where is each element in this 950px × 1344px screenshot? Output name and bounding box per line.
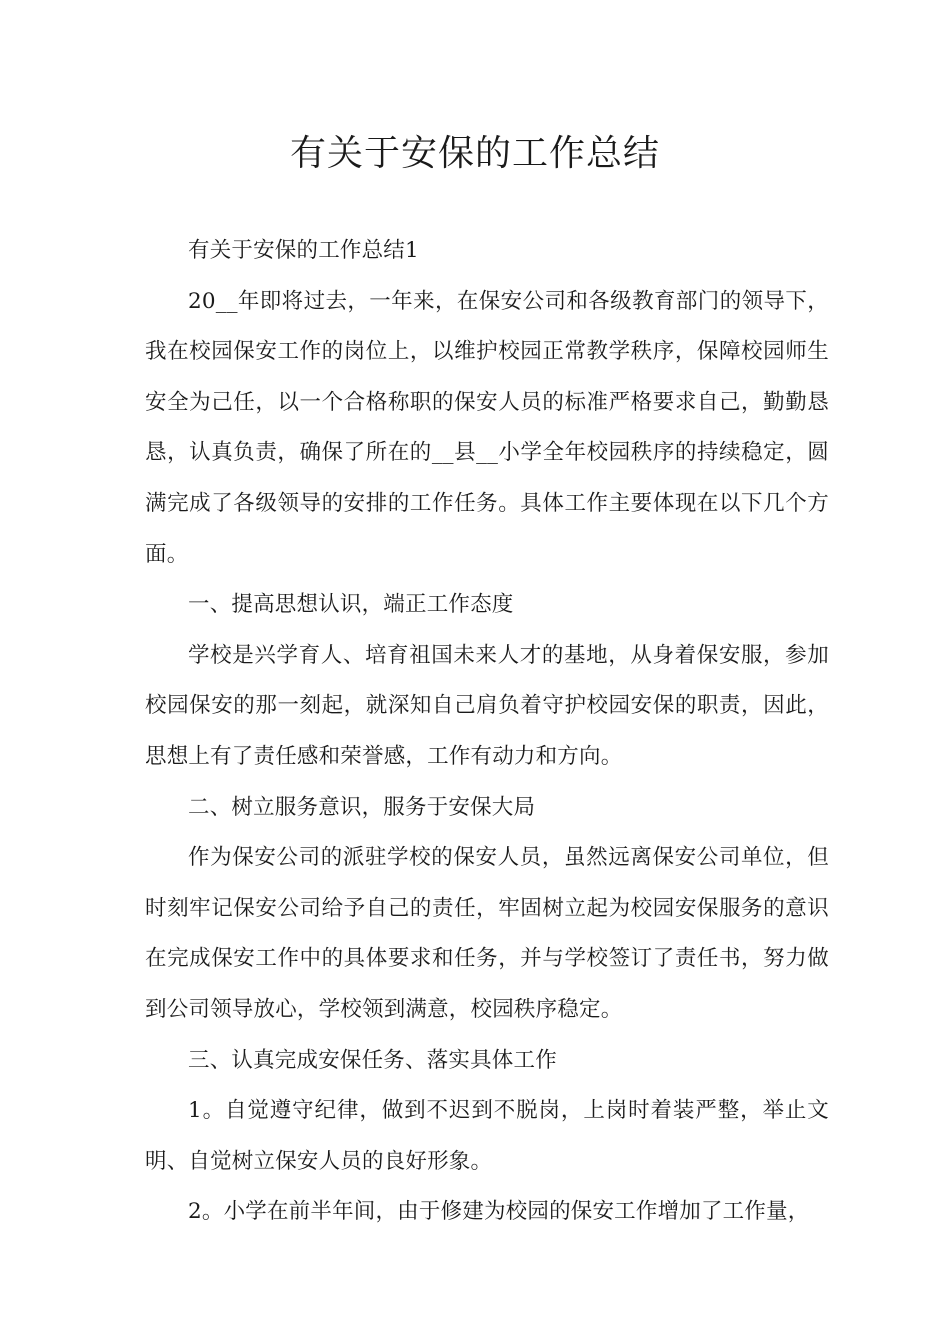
document-title: 有关于安保的工作总结 [289, 133, 660, 174]
document-body [145, 226, 829, 1238]
body-paragraph: 2。小学在前半年间，由于修建为校园的保安工作增加了工作量， [188, 1199, 810, 1225]
section-heading: 三、认真完成安保任务、落实具体工作 [188, 1047, 557, 1073]
section-heading: 有关于安保的工作总结1 [188, 238, 419, 263]
body-paragraph: 1。自觉遵守纪律，做到不迟到不脱岗，上岗时着装严整，举止文明、自觉树立保安人员的良好形象。 [145, 1098, 829, 1174]
body-paragraph: 20__年即将过去，一年来，在保安公司和各级教育部门的领导下，我在校园保安工作的岗位上，以维护校园正常教学秩序，保障校园师生安全为己任，以一个合格称职的保安人员的标准严格要求自己，勤勤恳恳，认真负责，确保了所在的__县__小学全年校园秩序的持续稳定，圆满完成了各级领导的安排的工作任务。具体工作主要体现在以下几个方面。 [145, 288, 829, 567]
body-paragraph: 学校是兴学育人、培育祖国未来人才的基地，从身着保安服，参加校园保安的那一刻起，就深知自己肩负着守护校园安保的职责，因此，思想上有了责任感和荣誉感，工作有动力和方向。 [145, 642, 829, 769]
body-paragraph: 作为保安公司的派驻学校的保安人员，虽然远离保安公司单位，但时刻牢记保安公司给予自己的责任，牢固树立起为校园安保服务的意识在完成保安工作中的具体要求和任务，并与学校签订了责任书，努力做到公司领导放心，学校领到满意，校园秩序稳定。 [145, 845, 829, 1022]
section-heading: 二、树立服务意识，服务于安保大局 [188, 794, 536, 820]
section-heading: 一、提高思想认识，端正工作态度 [188, 592, 514, 618]
